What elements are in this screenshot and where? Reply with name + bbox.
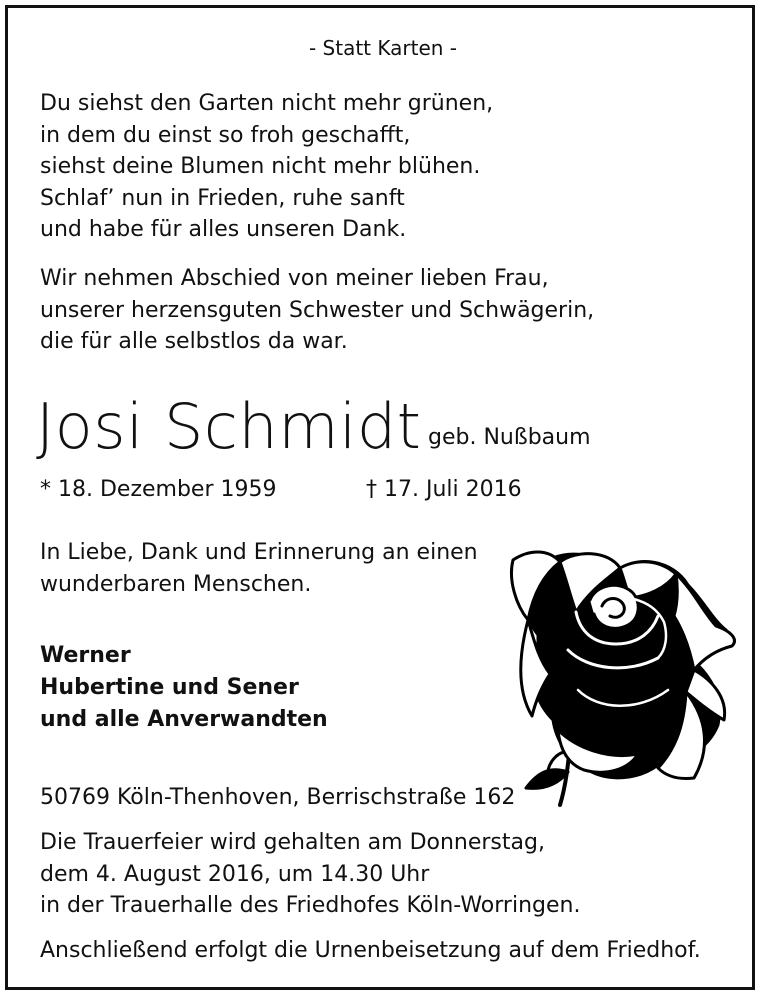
poem-line: in dem du einst so froh geschafft, [40,122,411,148]
service-details [40,827,580,922]
dedication-line: wunderbaren Menschen. [40,571,312,597]
farewell-line: Wir nehmen Abschied von meiner lieben Frau, [40,266,549,291]
header-statt-karten: - Statt Karten - [308,36,458,60]
death-date: † 17. Juli 2016 [366,477,522,502]
poem-line: siehst deine Blumen nicht mehr blühen. [40,154,481,179]
rose-icon [498,540,738,810]
burial-note: Anschließend erfolgt die Urnenbeisetzung auf dem Friedhof. [40,938,701,963]
dedication-text [40,537,478,600]
family-line: Werner [40,643,131,668]
address: 50769 Köln-Thenhoven, Berrischstraße 162 [40,785,516,810]
farewell-line: unserer herzensguten Schwester und Schwägerin, [40,297,595,323]
dedication-line: In Liebe, Dank und Erinnerung an einen [40,540,478,565]
poem-line: Schlaf’ nun in Frieden, ruhe sanft [40,185,405,211]
deceased-name: Josi Schmidt [36,390,422,463]
poem-line: Du siehst den Garten nicht mehr grünen, [40,91,494,116]
service-line: in der Trauerhalle des Friedhofes Köln-Worringen. [40,893,581,918]
service-line: Die Trauerfeier wird gehalten am Donnerstag, [40,830,545,855]
family-line: und alle Anverwandten [40,707,328,732]
family-line: Hubertine und Sener [40,675,299,700]
birth-date: * 18. Dezember 1959 [40,477,277,502]
farewell-line: die für alle selbstlos da war. [40,329,348,354]
poem-line: und habe für alles unseren Dank. [40,217,407,242]
family-signatures [40,640,328,736]
maiden-name: geb. Nußbaum [428,425,591,450]
poem [40,88,493,246]
farewell-text [40,263,594,358]
service-line: dem 4. August 2016, um 14.30 Uhr [40,861,430,887]
